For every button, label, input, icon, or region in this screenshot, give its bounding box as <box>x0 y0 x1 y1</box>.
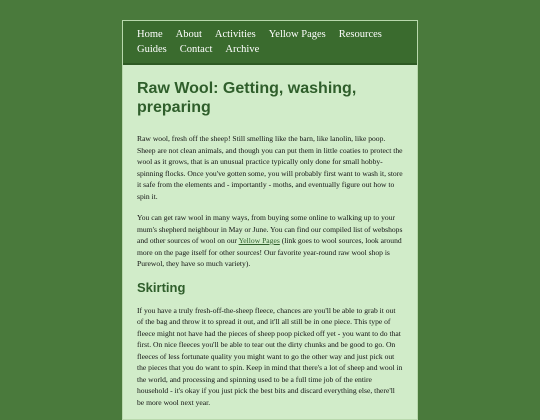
section-heading-skirting: Skirting <box>137 279 186 295</box>
sources-paragraph <box>137 212 403 270</box>
article-title: Raw Wool: Getting, washing, preparing <box>137 80 357 116</box>
sources-text-end: (link goes to wool sources, look around more on the page itself for other sources! Our favorite year-round raw wool shop is Purewol, they have so much variety). <box>137 236 402 268</box>
nav-about[interactable]: About <box>175 29 202 40</box>
article <box>123 65 417 408</box>
nav-activities[interactable]: Activities <box>214 29 256 40</box>
nav-resources[interactable]: Resources <box>338 29 382 40</box>
nav-guides[interactable]: Guides <box>137 44 167 55</box>
yellow-pages-link[interactable]: Yellow Pages <box>238 236 280 245</box>
page-container <box>122 20 418 420</box>
nav-home[interactable]: Home <box>137 29 163 40</box>
skirting-paragraph: If you have a truly fresh-off-the-sheep fleece, chances are you'll be able to grab it out of the bag and throw it to spread it out, and it'll all still be in one piece. This type of fleece might not have had the pieces of sheep poop picked off yet - you want to do that first. On nice fleeces you'll be able to tear out the dirty chunks and be good to go. On fleeces of less fortunate quality you might want to go the other way and just pick out the pieces that you do want to spin. Keep in mind that there's a lot of sheep and wool in the world, and processing and spinning used to be a full time job of the entire household - it's okay if you just pick the best bits and discard everything else, there'll be more wool next year. <box>137 305 403 407</box>
intro-paragraph: Raw wool, fresh off the sheep! Still smelling like the barn, like lanolin, like poop. Sheep are not clean animals, and though you can put them in little coaties to protect the wool as it grows, that is an unusual practice typically only done for small hobby-spinning flocks. Once you've gotten some, you will probably first want to wash it, store it safe from the elements and - importantly - moths, and eventually figure out how to spin it. <box>137 134 403 201</box>
nav-contact[interactable]: Contact <box>179 44 213 55</box>
top-nav <box>123 21 417 65</box>
nav-yellow-pages[interactable]: Yellow Pages <box>268 29 326 40</box>
sources-text-start: You can get raw wool in many ways, from buying some online to walking up to your mum's shepherd neighbour in May or June. You can find our compiled list of webshops and other sources of wool on our <box>137 213 403 245</box>
nav-archive[interactable]: Archive <box>225 44 260 55</box>
